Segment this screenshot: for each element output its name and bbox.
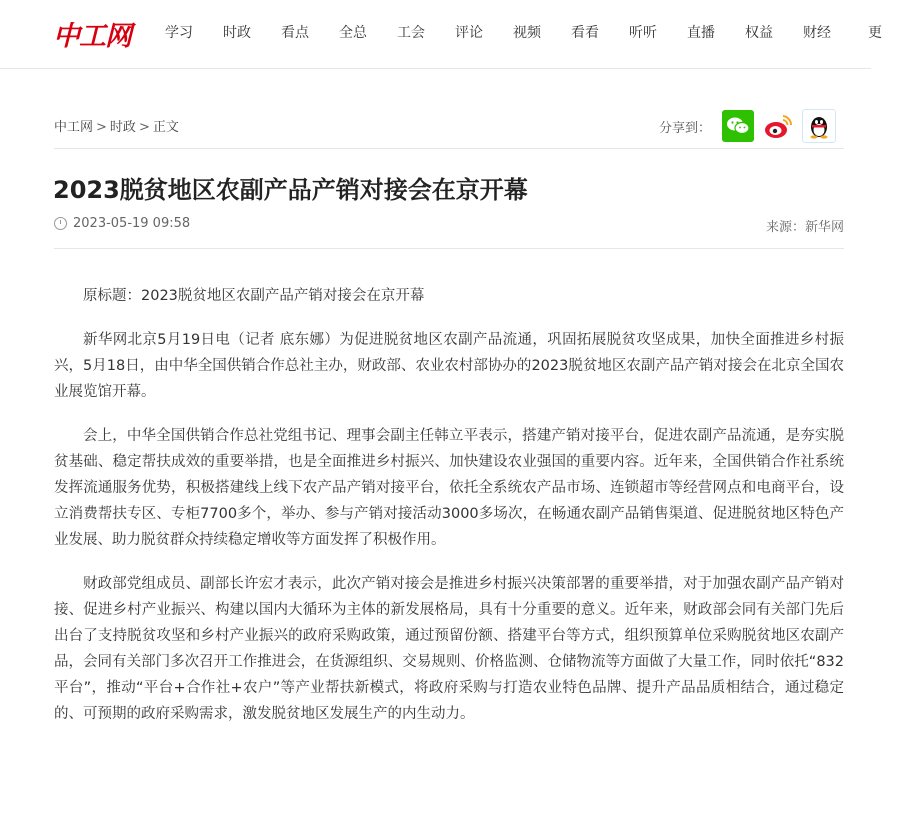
article-paragraph: 财政部党组成员、副部长许宏才表示，此次产销对接会是推进乡村振兴决策部署的重要举措，对于加强农副产品产销对接、促进乡村产业振兴、构建以国内大循环为主体的新发展格局，具有十分重要的意义。近年来，财政部会同有关部门先后出台了支持脱贫攻坚和乡村产业振兴的政府采购政策，通过预留份额、搭建平台等方式，组织预算单位采购脱贫地区农副产品，会同有关部门多次召开工作推进会，在货源组织、交易规则、价格监测、仓储物流等方面做了大量工作，同时依托“832平台”，推动“平台+合作社+农户”等产业帮扶新模式，将政府采购与打造农业特色品牌、提升产品品质相结合，通过稳定的、可预期的政府采购需求，激发脱贫地区发展生产的内生动力。	[54, 576, 844, 722]
nav-item-rights[interactable]: 权益	[745, 25, 773, 41]
breadcrumb	[54, 116, 179, 135]
wechat-icon[interactable]	[722, 110, 754, 142]
qq-icon[interactable]	[802, 109, 836, 143]
share-label: 分享到：	[658, 120, 711, 136]
share-bar	[659, 110, 836, 142]
top-navigation-bar	[0, 0, 882, 69]
nav-item-finance[interactable]: 财经	[803, 25, 831, 41]
article-paragraph: 新华网北京5月19日电（记者 底东娜）为促进脱贫地区农副产品流通，巩固拓展脱贫攻坚成果，加快全面推进乡村振兴，5月18日，由中华全国供销合作总社主办，财政部、农业农村部协办的2023脱贫地区农副产品产销对接会在北京全国农业展览馆开幕。	[54, 332, 844, 400]
article-title: 2023脱贫地区农副产品产销对接会在京开幕	[53, 176, 528, 204]
breadcrumb-home[interactable]: 中工网	[54, 120, 94, 135]
article-body	[54, 283, 844, 745]
nav-item-study[interactable]: 学习	[165, 25, 193, 41]
nav-item-highlights[interactable]: 看点	[281, 25, 309, 41]
nav-item-politics[interactable]: 时政	[223, 25, 251, 41]
article-paragraph: 原标题：2023脱贫地区农副产品产销对接会在京开幕	[83, 288, 425, 304]
article-source: 来源：新华网	[765, 220, 844, 235]
breadcrumb-row	[54, 110, 844, 149]
publish-datetime: 2023-05-19 09:58	[73, 216, 191, 231]
nav-item-more[interactable]: 更	[868, 25, 882, 41]
nav-item-union[interactable]: 工会	[397, 25, 425, 41]
site-logo[interactable]: 中工网	[53, 21, 131, 52]
weibo-icon[interactable]	[762, 110, 794, 142]
nav-item-commentary[interactable]: 评论	[455, 25, 483, 41]
nav-item-live[interactable]: 直播	[687, 25, 715, 41]
nav-item-listen[interactable]: 听听	[629, 25, 657, 41]
breadcrumb-current: 正文	[152, 120, 179, 135]
article-paragraph: 会上，中华全国供销合作总社党组书记、理事会副主任韩立平表示，搭建产销对接平台，促进农副产品流通，是夯实脱贫基础、稳定帮扶成效的重要举措，也是全面推进乡村振兴、加快建设农业强国的重要内容。近年来，全国供销合作社系统发挥流通服务优势，积极搭建线上线下农产品产销对接平台，依托全系统农产品市场、连锁超市等经营网点和电商平台，设立消费帮扶专区、专柜7700多个，举办、参与产销对接活动3000多场次，在畅通农副产品销售渠道、促进脱贫地区特色产业发展、助力脱贫群众持续稳定增收等方面发挥了积极作用。	[54, 428, 844, 548]
breadcrumb-section[interactable]: 时政	[109, 120, 136, 135]
nav-item-video[interactable]: 视频	[513, 25, 541, 41]
clock-icon	[54, 217, 67, 230]
article-meta	[54, 212, 844, 249]
nav-item-watch[interactable]: 看看	[571, 25, 599, 41]
main-nav	[150, 0, 904, 68]
breadcrumb-separator: >	[138, 120, 150, 135]
publish-time	[54, 216, 190, 231]
breadcrumb-separator: >	[96, 120, 107, 135]
nav-item-acftu[interactable]: 全总	[339, 25, 367, 41]
